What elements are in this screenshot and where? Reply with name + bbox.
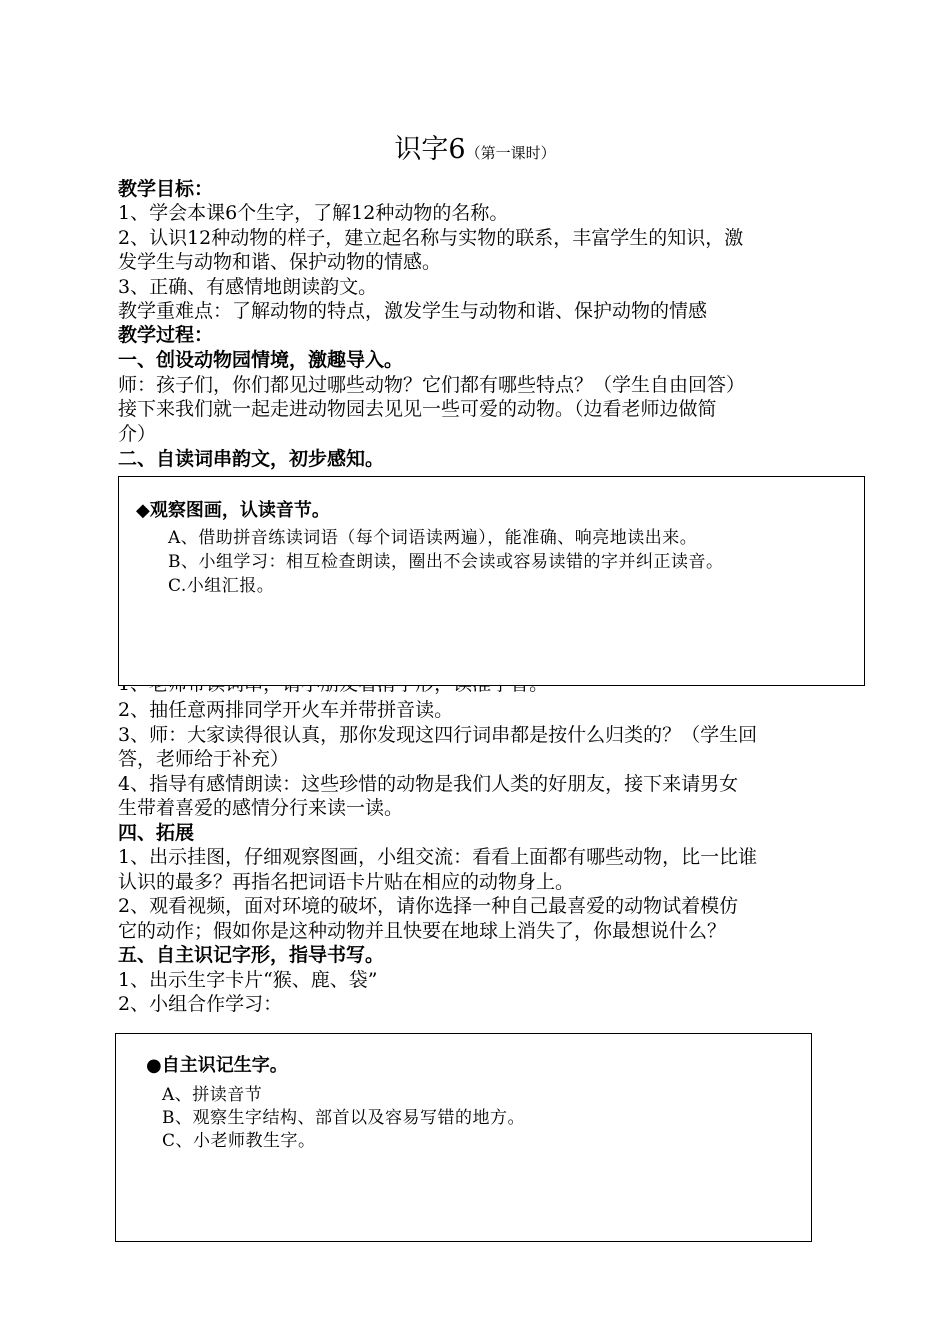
- section3-line-6: 生带着喜爱的感情分行来读一读。: [118, 797, 404, 819]
- section1-line-1: 师：孩子们，你们都见过哪些动物？它们都有哪些特点？（学生自由回答）: [118, 374, 746, 396]
- page-title: [0, 132, 950, 171]
- goal-line-3: 发学生与动物和谐、保护动物的情感。: [118, 251, 442, 273]
- section4-line-4: 它的动作；假如你是这种动物并且快要在地球上消失了，你最想说什么？: [118, 920, 727, 942]
- goal-line-4: 3、正确、有感情地朗读韵文。: [118, 276, 378, 298]
- section3-line-2: 2、抽任意两排同学开火车并带拼音读。: [118, 699, 454, 721]
- section1-line-3: 介）: [118, 423, 157, 445]
- section3-line-4: 答，老师给于补充）: [118, 748, 290, 770]
- section2-heading: 二、自读词串韵文，初步感知。: [118, 448, 385, 470]
- box2-item-c: C、小老师教生字。: [162, 1131, 316, 1151]
- character-study-box: [115, 1033, 812, 1242]
- title-main: 识字6: [394, 134, 466, 165]
- process-heading: 教学过程：: [118, 324, 214, 346]
- box1-item-b: B、小组学习：相互检查朗读，圈出不会读或容易读错的字并纠正读音。: [168, 552, 724, 572]
- section5-line-2: 2、小组合作学习：: [118, 993, 283, 1015]
- key-points: 教学重难点：了解动物的特点，激发学生与动物和谐、保护动物的情感: [118, 300, 708, 322]
- box2-item-b: B、观察生字结构、部首以及容易写错的地方。: [162, 1108, 525, 1128]
- section4-line-2: 认识的最多？再指名把词语卡片贴在相应的动物身上。: [118, 871, 575, 893]
- reading-tips-box: [118, 476, 865, 686]
- goals-heading: 教学目标：: [118, 178, 214, 200]
- box2-title: ●自主识记生字。: [146, 1055, 288, 1076]
- section3-line-3: 3、师：大家读得很认真，那你发现这四行词串都是按什么归类的？（学生回: [118, 724, 758, 746]
- box1-title: ◆观察图画，认读音节。: [136, 500, 330, 521]
- section5-line-1: 1、出示生字卡片“猴、鹿、袋”: [118, 969, 378, 991]
- goal-line-2: 2、认识12种动物的样子，建立起名称与实物的联系，丰富学生的知识，激: [118, 227, 744, 249]
- box2-item-a: A、拼读音节: [162, 1085, 263, 1105]
- section4-line-3: 2、观看视频，面对环境的破坏，请你选择一种自己最喜爱的动物试着模仿: [118, 895, 739, 917]
- section3-line-5: 4、指导有感情朗读：这些珍惜的动物是我们人类的好朋友，接下来请男女: [118, 773, 739, 795]
- section1-heading: 一、创设动物园情境，激趣导入。: [118, 349, 404, 371]
- section4-line-1: 1、出示挂图，仔细观察图画，小组交流：看看上面都有哪些动物，比一比谁: [118, 846, 758, 868]
- goal-line-1: 1、学会本课6个生字，了解12种动物的名称。: [118, 202, 509, 224]
- title-sub: （第一课时）: [465, 144, 556, 162]
- section4-heading: 四、拓展: [118, 822, 195, 844]
- box1-item-c: C.小组汇报。: [168, 576, 275, 596]
- section1-line-2: 接下来我们就一起走进动物园去见见一些可爱的动物。（边看老师边做简: [118, 398, 717, 420]
- box1-item-a: A、借助拼音练读词语（每个词语读两遍），能准确、响亮地读出来。: [168, 528, 698, 548]
- section5-heading: 五、自主识记字形，指导书写。: [118, 944, 385, 966]
